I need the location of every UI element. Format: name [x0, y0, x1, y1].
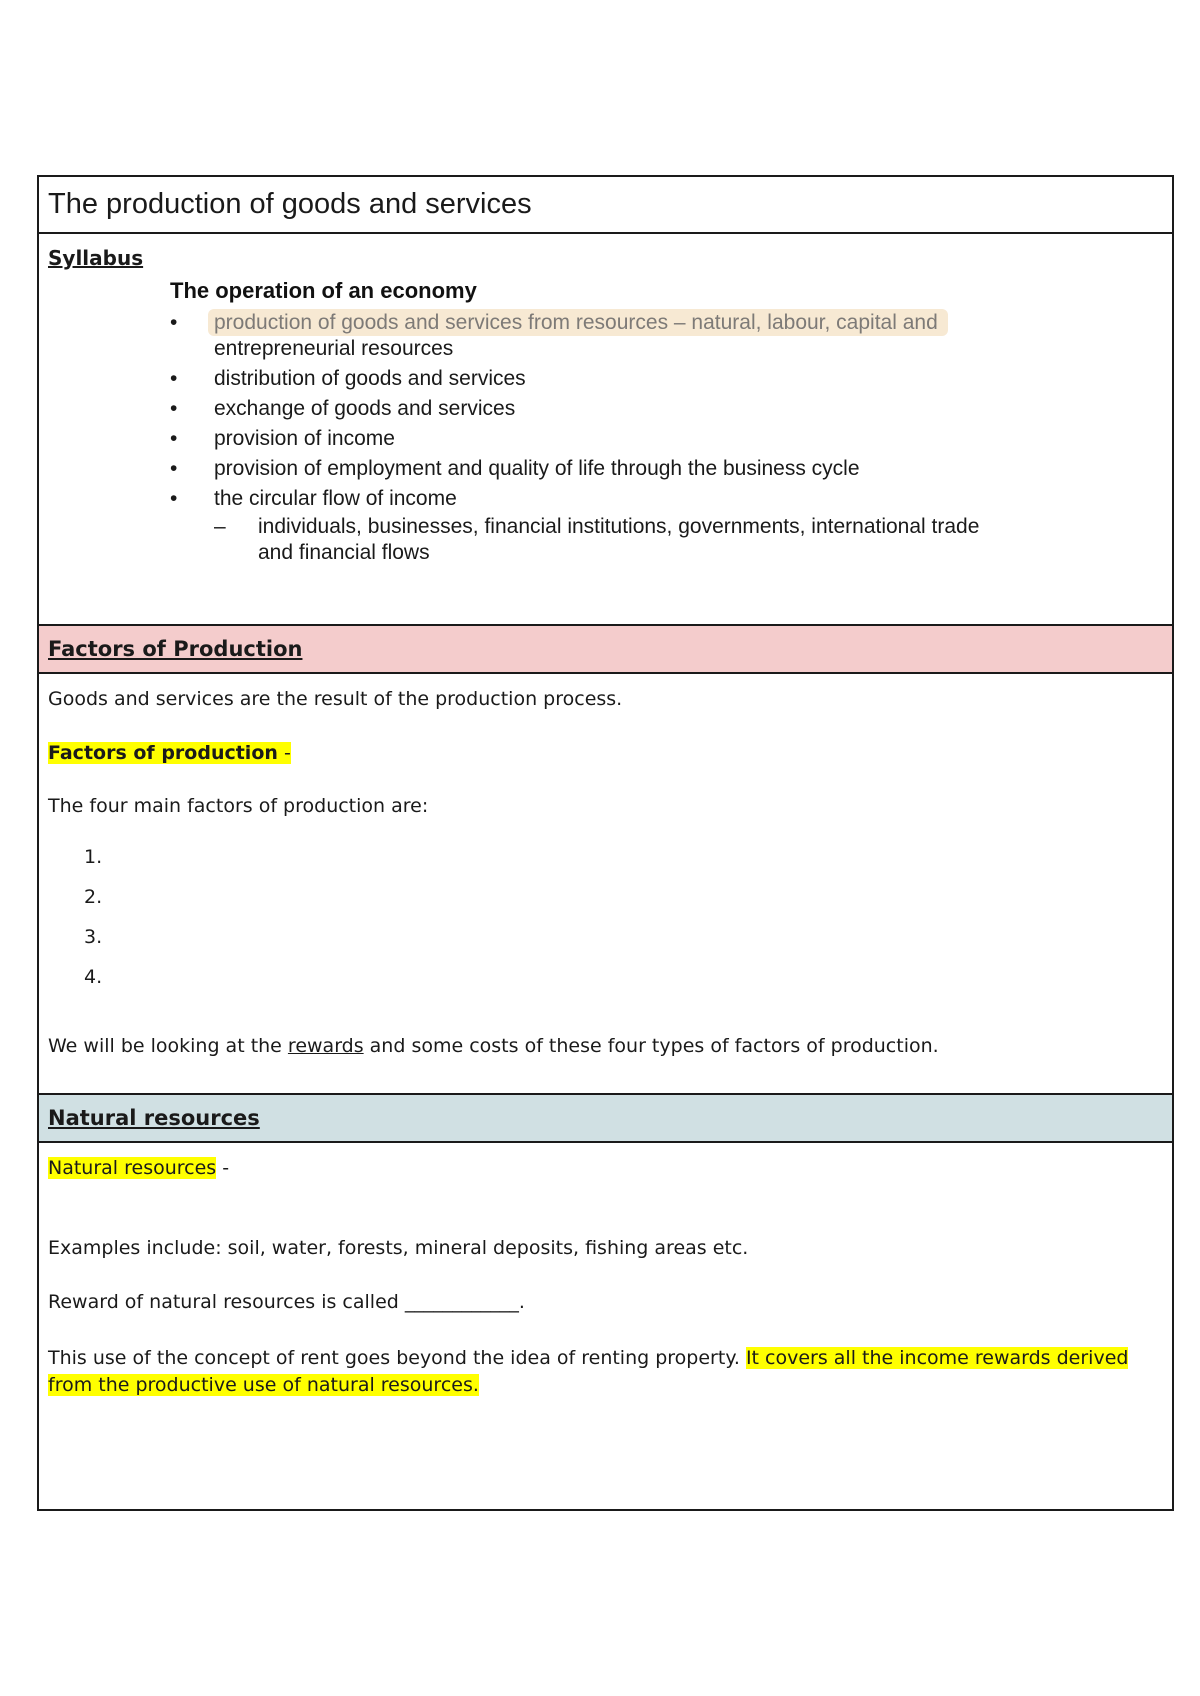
factors-header [39, 626, 1172, 674]
factors-list-intro: The four main factors of production are: [48, 795, 429, 817]
bullet-icon: • [170, 427, 178, 450]
bullet-icon: • [170, 397, 178, 420]
syllabus-item-text: the circular flow of income [214, 487, 457, 510]
list-item-number: 3. [84, 926, 103, 948]
list-item-number: 2. [84, 886, 103, 908]
dash-icon: – [214, 515, 226, 538]
page-title: The production of goods and services [39, 177, 1172, 234]
bullet-icon: • [170, 367, 178, 390]
list-item-number: 1. [84, 846, 103, 868]
syllabus-section [39, 234, 1172, 626]
bullet-icon: • [170, 311, 178, 334]
syllabus-item [170, 366, 1070, 392]
natural-definition-term: Natural resources [48, 1157, 217, 1179]
factors-definition-term: Factors of production [48, 742, 278, 764]
factors-header-label: Factors of Production [48, 637, 303, 661]
syllabus-item [170, 456, 1070, 482]
list-item-number: 4. [84, 966, 103, 988]
syllabus-item [170, 310, 1070, 362]
factors-closing-text: We will be looking at the [48, 1035, 288, 1057]
factors-numbered-list [84, 846, 102, 1006]
syllabus-list [170, 310, 1070, 570]
factors-definition [48, 742, 291, 764]
highlighted-syllabus-text: production of goods and services from resources – natural, labour, capital and [208, 309, 948, 336]
natural-examples: Examples include: soil, water, forests, mineral deposits, fishing areas etc. [48, 1237, 749, 1259]
natural-header-label: Natural resources [48, 1106, 260, 1130]
rent-highlight-text: It covers all the income rewards derived [745, 1347, 1129, 1369]
natural-rent-paragraph [48, 1345, 1158, 1399]
bullet-icon: • [170, 487, 178, 510]
syllabus-item [170, 486, 1070, 566]
syllabus-item [170, 426, 1070, 452]
rent-highlight-text-continued: from the productive use of natural resources. [48, 1374, 479, 1396]
worksheet-table [37, 175, 1174, 1511]
factors-body [39, 674, 1172, 1095]
rewards-underlined: rewards [287, 1035, 364, 1057]
syllabus-item-text: exchange of goods and services [214, 397, 516, 420]
factors-closing-text-end: and some costs of these four types of factors of production. [363, 1035, 939, 1057]
syllabus-item-text: distribution of goods and services [214, 367, 526, 390]
syllabus-item-text: provision of income [214, 427, 395, 450]
factors-definition-suffix: - [277, 742, 291, 764]
syllabus-heading: The operation of an economy [170, 278, 477, 303]
syllabus-sub-item-text: individuals, businesses, financial institutions, governments, international trade and financial flows [258, 515, 980, 564]
factors-intro: Goods and services are the result of the production process. [48, 688, 623, 710]
syllabus-item [170, 396, 1070, 422]
natural-body [39, 1143, 1172, 1509]
factors-closing [48, 1035, 939, 1057]
syllabus-item-text: provision of employment and quality of life through the business cycle [214, 457, 860, 480]
natural-reward: Reward of natural resources is called ____________. [48, 1291, 525, 1313]
syllabus-label: Syllabus [48, 246, 144, 270]
natural-definition [48, 1157, 229, 1179]
syllabus-item-continuation: entrepreneurial resources [214, 337, 454, 360]
natural-definition-suffix: - [216, 1157, 230, 1179]
natural-header [39, 1095, 1172, 1143]
bullet-icon: • [170, 457, 178, 480]
syllabus-sub-item [214, 514, 1070, 566]
rent-plain-text: This use of the concept of rent goes beyond the idea of renting property. [48, 1347, 746, 1369]
